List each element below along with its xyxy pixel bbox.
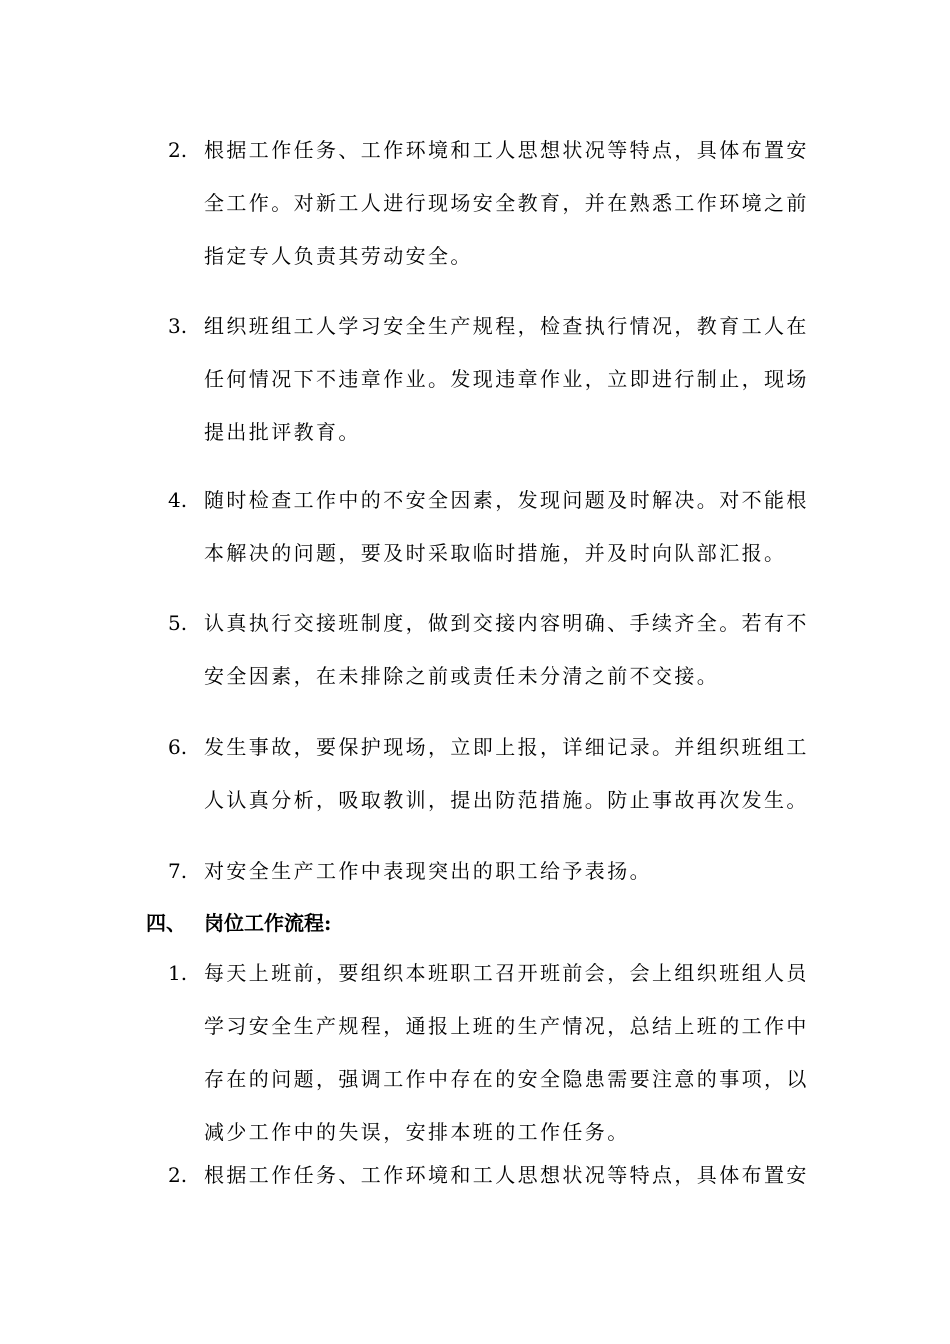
text-line: 根据工作任务、工作环境和工人思想状况等特点，具体布置安: [204, 1163, 809, 1187]
item-number: 5.: [168, 611, 188, 635]
item-text: [204, 1149, 808, 1202]
item-text: [204, 300, 808, 459]
item-number: 3.: [168, 314, 188, 338]
text-line: 根据工作任务、工作环境和工人思想状况等特点，具体布置安: [204, 138, 809, 162]
text-line: 认真执行交接班制度，做到交接内容明确、手续齐全。若有不: [204, 611, 809, 635]
item-text: [204, 597, 808, 703]
text-line: 对安全生产工作中表现突出的职工给予表扬。: [204, 859, 652, 883]
text-line: 每天上班前，要组织本班职工召开班前会，会上组织班组人员: [204, 961, 809, 985]
text-line: 发生事故，要保护现场，立即上报，详细记录。并组织班组工: [204, 735, 809, 759]
item-number: 7.: [168, 859, 188, 883]
item-text: [204, 721, 808, 827]
text-line: 安全因素，在未排除之前或责任未分清之前不交接。: [204, 664, 720, 688]
item-number: 2.: [168, 138, 188, 162]
text-line: 人认真分析，吸取教训，提出防范措施。防止事故再次发生。: [204, 788, 809, 812]
text-line: 减少工作中的失误，安排本班的工作任务。: [204, 1120, 630, 1144]
section-heading: [146, 897, 331, 950]
text-line: 任何情况下不违章作业。发现违章作业，立即进行制止，现场: [204, 367, 809, 391]
text-line: 学习安全生产规程，通报上班的生产情况，总结上班的工作中: [204, 1014, 809, 1038]
text-line: 提出批评教育。: [204, 420, 361, 444]
text-line: 组织班组工人学习安全生产规程，检查执行情况，教育工人在: [204, 314, 809, 338]
item-number: 2.: [168, 1163, 188, 1187]
text-line: 存在的问题，强调工作中存在的安全隐患需要注意的事项，以: [204, 1067, 809, 1091]
item-text: [204, 845, 808, 898]
item-number: 6.: [168, 735, 188, 759]
text-line: 随时检查工作中的不安全因素，发现问题及时解决。对不能根: [204, 488, 809, 512]
text-line: 指定专人负责其劳动安全。: [204, 244, 473, 268]
item-number: 4.: [168, 488, 188, 512]
section-number: 四、: [146, 911, 186, 935]
item-number: 1.: [168, 961, 188, 985]
item-text: [204, 947, 808, 1159]
text-line: 全工作。对新工人进行现场安全教育，并在熟悉工作环境之前: [204, 191, 809, 215]
section-title: 岗位工作流程:: [204, 911, 332, 935]
item-text: [204, 474, 808, 580]
text-line: 本解决的问题，要及时采取临时措施，并及时向队部汇报。: [204, 541, 787, 565]
item-text: [204, 124, 808, 283]
